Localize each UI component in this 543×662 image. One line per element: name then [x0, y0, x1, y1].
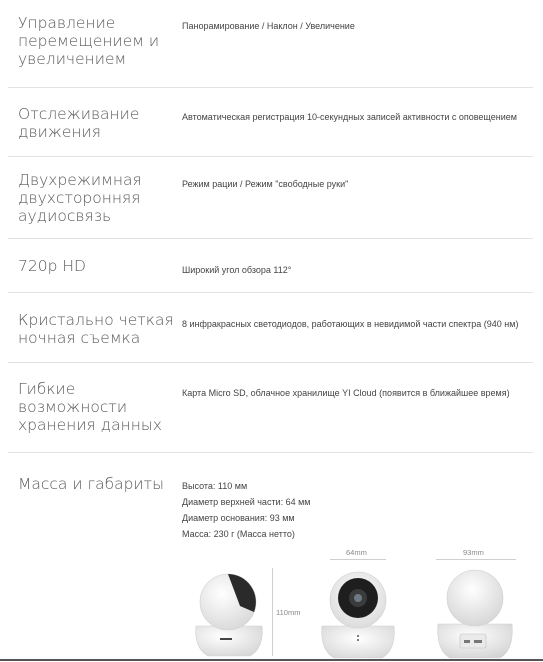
divider	[8, 452, 533, 453]
spec-label-audio: Двухрежимная двухсторонняя аудиосвязь	[18, 171, 142, 225]
base-width-label: 93mm	[463, 548, 484, 557]
height-dimension-label: 110mm	[276, 608, 301, 617]
dimension-height: Высота: 110 мм	[182, 481, 248, 491]
dimension-base-diameter: Диаметр основания: 93 мм	[182, 513, 295, 523]
divider	[8, 292, 533, 293]
spec-value-motion-tracking: Автоматическая регистрация 10-секундных записей активности с оповещением	[182, 112, 517, 122]
top-width-label: 64mm	[346, 548, 367, 557]
spec-value-hd: Широкий угол обзора 112°	[182, 265, 292, 275]
spec-label-ptz: Управление перемещением и увеличением	[18, 14, 160, 68]
spec-value-audio: Режим рации / Режим "свободные руки"	[182, 179, 349, 189]
dimension-weight: Масса: 230 г (Масса нетто)	[182, 529, 295, 539]
divider	[8, 87, 533, 88]
camera-side-view-image	[188, 566, 270, 662]
spec-label-motion-tracking: Отслеживание движения	[18, 105, 140, 141]
camera-front-view-image	[316, 564, 400, 662]
top-width-dimension-line	[330, 559, 386, 560]
spec-label-dimensions: Масса и габариты	[18, 475, 164, 493]
spec-value-dimensions	[182, 478, 538, 542]
height-dimension-line	[272, 568, 273, 656]
spec-value-night-vision: 8 инфракрасных светодиодов, работающих в невидимой части спектра (940 нм)	[182, 319, 519, 329]
spec-value-storage: Карта Micro SD, облачное хранилище YI Cloud (появится в ближайшее время)	[182, 388, 510, 398]
base-width-dimension-line	[436, 559, 516, 560]
spec-label-night-vision: Кристально четкая ночная съемка	[18, 311, 174, 347]
page-bottom-border	[0, 659, 543, 661]
divider	[8, 362, 533, 363]
spec-label-hd: 720p HD	[18, 257, 86, 275]
divider	[8, 156, 533, 157]
spec-label-storage: Гибкие возможности хранения данных	[18, 380, 162, 434]
dimension-top-diameter: Диаметр верхней части: 64 мм	[182, 497, 311, 507]
divider	[8, 238, 533, 239]
camera-back-view-image	[432, 564, 518, 662]
spec-value-ptz: Панорамирование / Наклон / Увеличение	[182, 21, 355, 31]
